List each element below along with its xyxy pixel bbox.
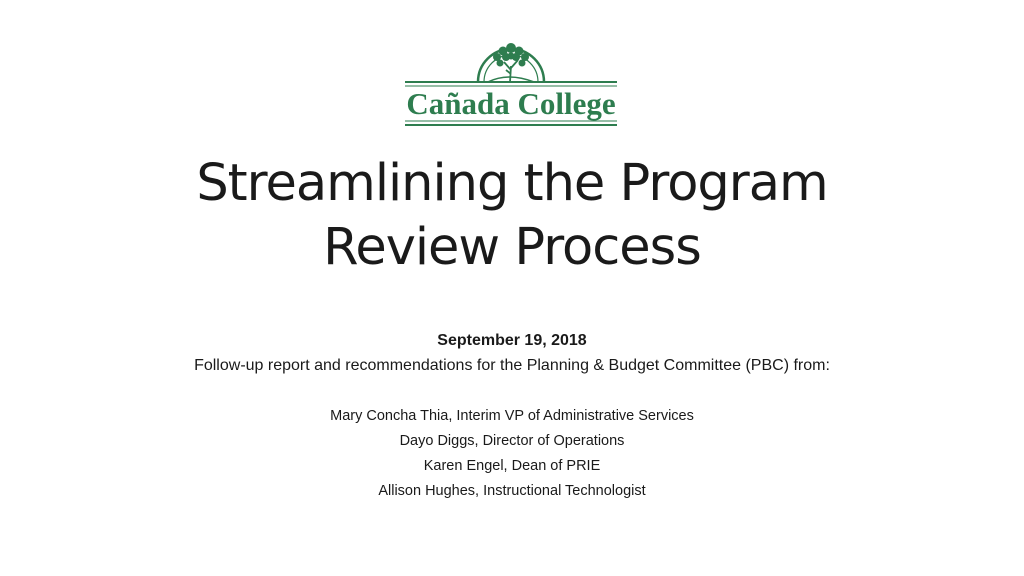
slide-subtitle (0, 328, 1024, 378)
logo-wordmark: Cañada College (406, 86, 616, 121)
college-logo (400, 26, 622, 128)
author-item: Karen Engel, Dean of PRIE (423, 458, 601, 474)
author-item: Allison Hughes, Instructional Technologist (378, 483, 646, 499)
slide-title-line-2: Review Process (323, 218, 701, 277)
report-intro: Follow-up report and recommendations for the Planning & Budget Committee (PBC) from: (194, 357, 830, 374)
author-item: Mary Concha Thia, Interim VP of Administrative Services (330, 408, 694, 424)
slide-title (0, 152, 1024, 280)
author-list (0, 404, 1024, 504)
author-item: Dayo Diggs, Director of Operations (399, 433, 625, 449)
slide-title-line-1: Streamlining the Program (196, 154, 828, 213)
presentation-date: September 19, 2018 (437, 332, 587, 349)
